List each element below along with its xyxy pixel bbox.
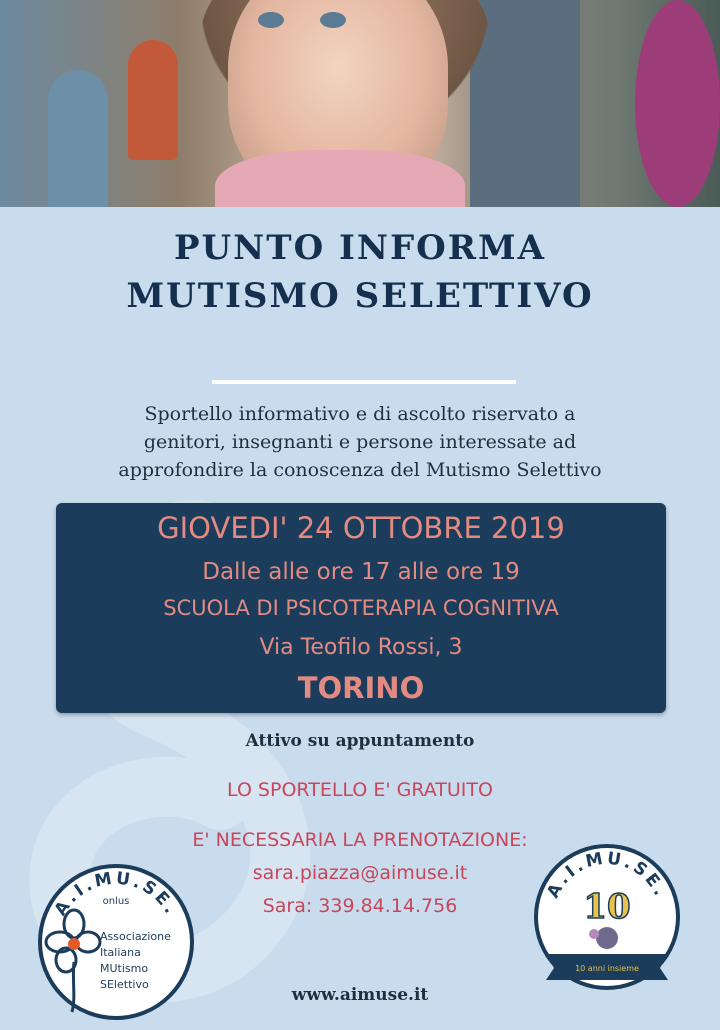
logo-arc-text: A.I.MU.SE. (543, 848, 671, 902)
intro-line: Sportello informativo e di ascolto riservato a (144, 403, 576, 425)
appointment-note: Attivo su appuntamento (245, 731, 475, 751)
event-city: TORINO (297, 671, 425, 705)
photo-child-red (128, 40, 178, 160)
logo-name-line: MUtismo (100, 962, 149, 975)
event-venue: SCUOLA DI PSICOTERAPIA COGNITIVA (163, 596, 559, 620)
page-title-line2: MUTISMO SELETTIVO (126, 276, 594, 316)
contact-phone[interactable]: Sara: 339.84.14.756 (262, 895, 458, 917)
contact-email[interactable]: sara.piazza@aimuse.it (252, 862, 468, 884)
aimuse-10-years-logo (532, 842, 682, 992)
event-details-box (56, 503, 666, 713)
photo-girl-eye (258, 12, 284, 28)
website-link[interactable]: www.aimuse.it (291, 985, 429, 1005)
photo-child-background (48, 70, 108, 207)
logo-arc-text: A.I.MU.SE. (50, 868, 182, 920)
intro-line: approfondire la conoscenza del Mutismo Selettivo (118, 459, 602, 481)
booking-required-note: E' NECESSARIA LA PRENOTAZIONE: (192, 829, 528, 851)
page-title-line1: PUNTO INFORMA (173, 228, 547, 268)
event-date: GIOVEDI' 24 OTTOBRE 2019 (157, 511, 565, 545)
intro-line: genitori, insegnanti e persone interessate ad (143, 431, 577, 453)
logo-name-line: SElettivo (100, 978, 149, 991)
logo-onlus-text: onlus (102, 896, 130, 907)
title-divider (212, 380, 516, 384)
logo-name-line: Italiana (100, 946, 141, 959)
ribbon-text: 10 anni insieme (575, 964, 639, 973)
anniversary-number: 10 (583, 887, 631, 927)
photo-adult-right (635, 0, 720, 207)
free-service-note: LO SPORTELLO E' GRATUITO (227, 779, 493, 801)
event-time: Dalle alle ore 17 alle ore 19 (202, 559, 520, 585)
photo-girl-scarf (215, 150, 465, 207)
event-address: Via Teofilo Rossi, 3 (259, 635, 463, 660)
photo-girl-eye (320, 12, 346, 28)
logo-name-line: Associazione (100, 930, 171, 943)
aimuse-logo (36, 862, 196, 1022)
intro-text (40, 400, 680, 484)
header-photo (0, 0, 720, 207)
